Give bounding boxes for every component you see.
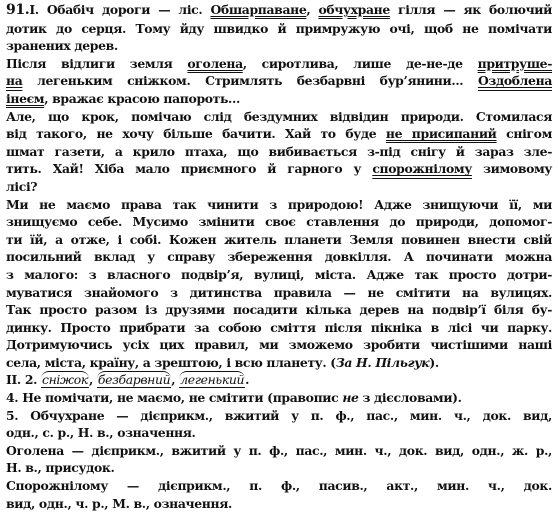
text-line-10: тить. Хай! Хіба мало приємного й гарного у спорожнілому зимовому	[6, 161, 552, 177]
task-5-line-5: Спорожнілому — дієприкм., п. ф., пасив., акт., мин. ч., док.	[6, 478, 552, 494]
morpheme-word-sniezhok: сніжок	[42, 372, 88, 388]
morpheme-word-bezbarvnyi: безбарвний	[97, 372, 171, 388]
text-line-5: на легеньким сніжком. Стримлять безбарвні бур’янини... Оздоблена	[6, 73, 552, 89]
text-line-19: динку. Просто прибрати за собою сміття після пікніка в лісі чи парку.	[6, 319, 552, 335]
task-2-line: II. 2. сніжок, безбарвний, легенький.	[6, 372, 250, 388]
task-5-line-6: вид, одн., ч. р., М. в., означення.	[6, 495, 232, 511]
task-5-line-3: Оголена — дієприкм., вжитий у п. ф., пас., мин. ч., док. вид, одн., ж. р.,	[6, 442, 552, 458]
text-line-7: Але, що крок, помічаю слід бездумних відвідин природи. Стомилася	[6, 108, 552, 124]
text-line-17: муватися знайомого з дитинства правила — не смітити на вулицях.	[6, 284, 552, 300]
task-5-line-2: одн., с. р., Н. в., означення.	[6, 425, 196, 441]
particle-ne: не	[342, 390, 359, 406]
text-line-16: з малого: з власного подвір’я, вулиці, міста. Адже так просто дотри-	[6, 266, 552, 282]
underlined-word: притруше-	[477, 55, 552, 71]
text-line-8: від такого, не хочу більше бачити. Хай то буде не присипаний снігом	[6, 126, 552, 142]
morpheme-word-lehenkyi: легенький	[180, 372, 245, 388]
underlined-word: обчухране	[318, 2, 390, 17]
text-line-6: інеєм, вражає красою папороть...	[6, 90, 240, 106]
task-5-line-1: 5. Обчухране — дієприкм., вжитий у п. ф., пас., мин. ч., док. вид,	[6, 407, 552, 423]
source-author: За Н. Пільгук	[335, 354, 430, 370]
text-line-12: Ми не маємо права так чинити з природою! Адже знищуючи її, ми	[6, 196, 552, 212]
text-line-2: дотик до серця. Тому йду швидко й примружую очі, щоб не помічати	[6, 20, 552, 36]
text-line-4: Після відлиги земля оголена, сиротлива, лише де-не-де притруше-	[6, 55, 552, 71]
underlined-word: Оздоблена	[477, 73, 552, 89]
text-line-9: шмат газети, а крило птаха, що вибивається з-під снігу й зараз зле-	[6, 143, 552, 159]
text-line-21: села, міста, країну, а зрештою, і всю планету. (За Н. Пільгук).	[6, 354, 439, 370]
exercise-number: 91.	[6, 2, 30, 18]
text-line-1: 91.I. Обабіч дороги — ліс. Обшарпаване, обчухране гілля — як болючий	[6, 2, 552, 18]
underlined-word: спорожнілому	[372, 161, 472, 177]
underlined-word: оголена	[187, 55, 243, 71]
text-line-11: лісі?	[6, 178, 38, 194]
task-4-line: 4. Не помічати, не маємо, не смітити (правопис не з дієсловами).	[6, 390, 462, 406]
text-line-18: Так просто разом із друзями посадити кілька дерев на подвір’ї біля бу-	[6, 302, 552, 318]
text-line-20: Дотримуючись усіх цих правил, ми зможемо зробити чистішими наші	[6, 337, 552, 353]
underlined-word: інеєм	[6, 90, 45, 106]
underlined-word: Обшарпаване	[210, 2, 307, 17]
text-line-15: посильний вклад у справу збереження довкілля. А починати можна	[6, 249, 552, 265]
underlined-word: на	[6, 73, 23, 89]
text-line-14: ти їй, а отже, і собі. Кожен житель планети Земля повинен внести свій	[6, 231, 552, 247]
underlined-word: не присипаний	[385, 126, 497, 142]
text-line-3: зранених дерев.	[6, 38, 118, 54]
task-5-line-4: Н. в., присудок.	[6, 460, 115, 476]
text-line-13: знищуємо себе. Мусимо змінити своє ставлення до природи, допомог-	[6, 214, 552, 230]
